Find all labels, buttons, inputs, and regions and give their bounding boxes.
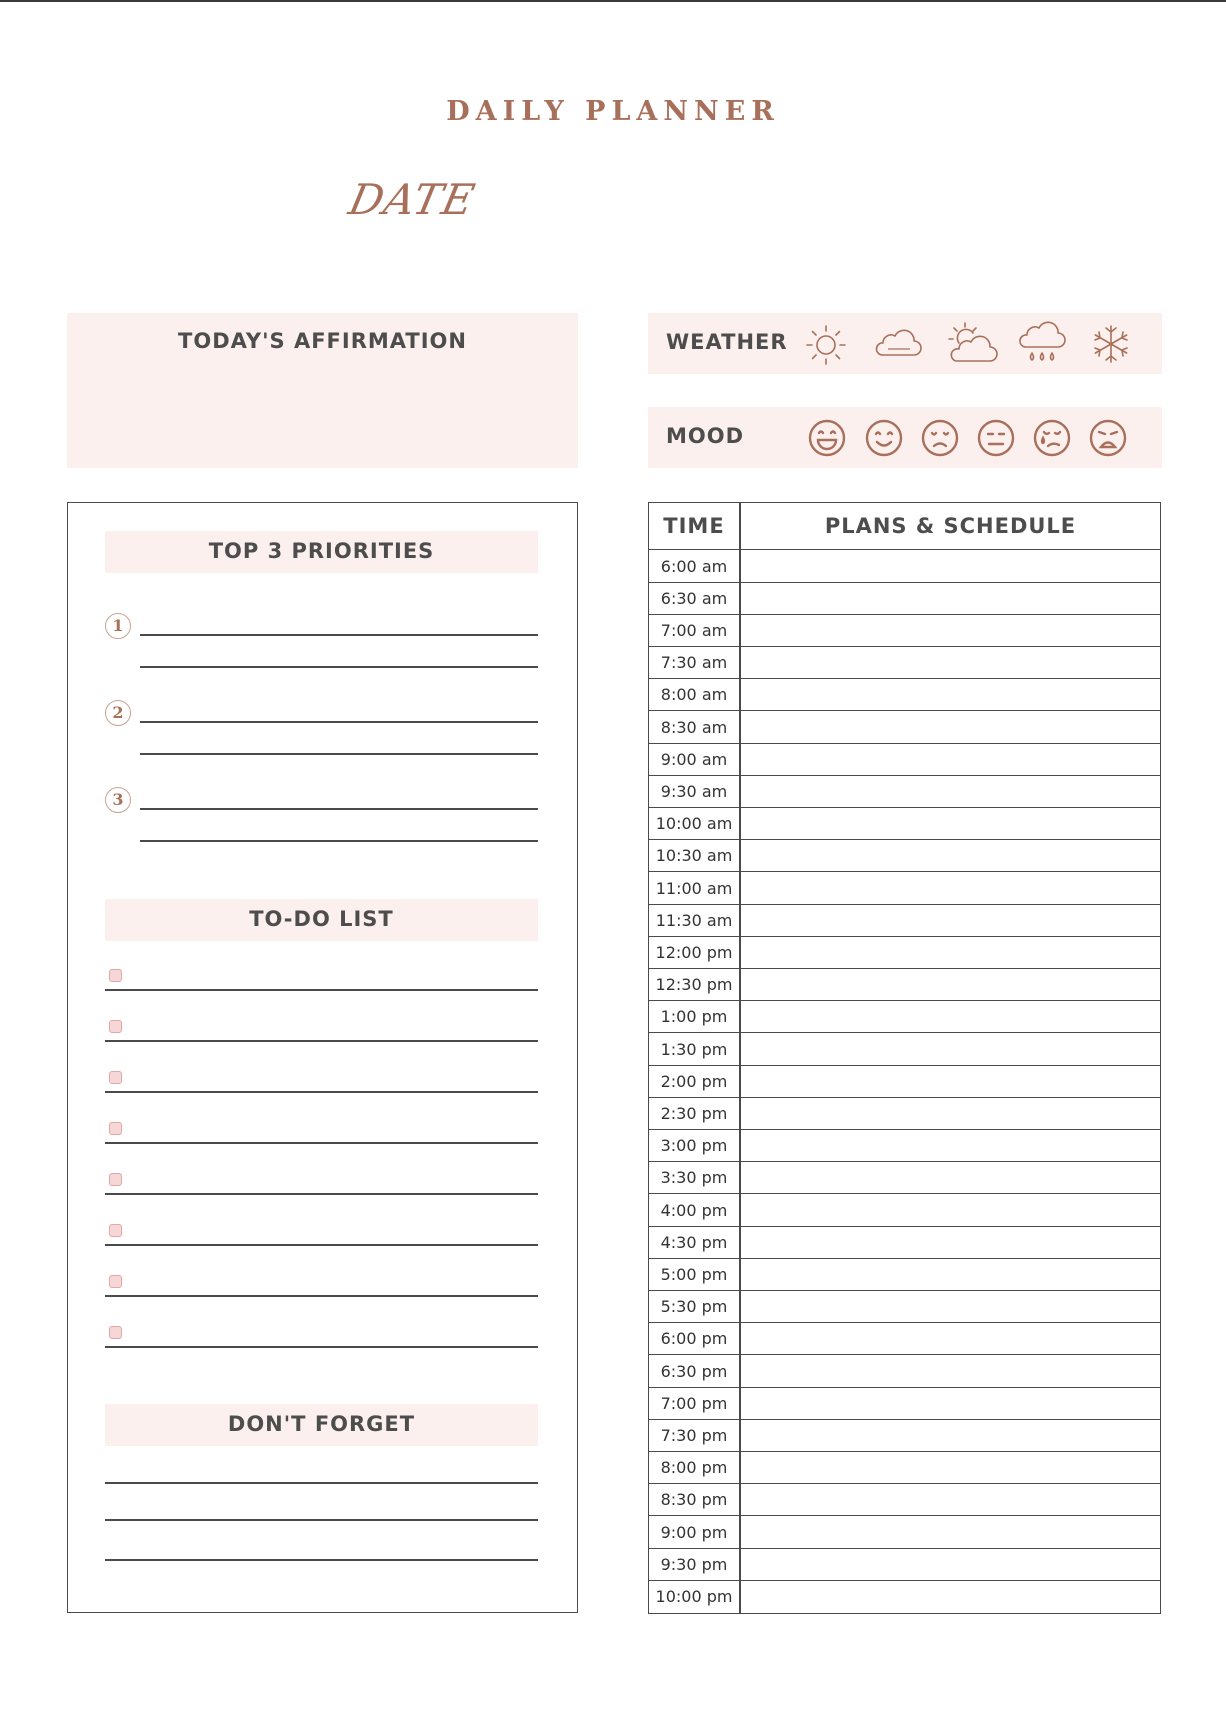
weather-box — [648, 313, 1162, 374]
schedule-row[interactable] — [649, 1066, 1160, 1098]
time-slot-label: 10:00 am — [655, 814, 733, 834]
time-slot-label: 8:30 am — [660, 717, 728, 737]
rain-icon[interactable] — [1018, 321, 1066, 369]
schedule-row[interactable] — [649, 1130, 1160, 1162]
time-slot-label: 6:00 pm — [660, 1329, 728, 1349]
upset-face-icon[interactable] — [1088, 418, 1128, 458]
date-label: DATE — [344, 175, 480, 224]
schedule-row[interactable] — [649, 1001, 1160, 1033]
time-slot-label: 9:00 pm — [660, 1522, 728, 1542]
priority-1-line-1[interactable] — [140, 634, 538, 636]
priority-1-line-2[interactable] — [140, 666, 538, 668]
time-heading: TIME — [663, 514, 725, 538]
mood-heading: MOOD — [666, 424, 745, 448]
schedule-row[interactable] — [649, 1033, 1160, 1065]
priority-2-line-1[interactable] — [140, 721, 538, 723]
todo-checkbox[interactable] — [109, 1275, 122, 1288]
dont-forget-line[interactable] — [105, 1559, 538, 1561]
priority-number-2: 2 — [105, 700, 131, 726]
time-slot-label: 9:30 am — [660, 781, 728, 801]
schedule-row[interactable] — [649, 1452, 1160, 1484]
schedule-header — [649, 503, 1160, 550]
schedule-row[interactable] — [649, 583, 1160, 615]
todo-line[interactable] — [105, 1091, 538, 1093]
time-slot-label: 12:00 pm — [655, 942, 733, 962]
plans-heading: PLANS & SCHEDULE — [824, 514, 1077, 538]
top-border — [0, 0, 1226, 2]
schedule-row[interactable] — [649, 744, 1160, 776]
todo-line[interactable] — [105, 1142, 538, 1144]
time-slot-label: 6:00 am — [660, 556, 728, 576]
schedule-row[interactable] — [649, 1194, 1160, 1226]
time-slot-label: 5:00 pm — [660, 1264, 728, 1284]
time-slot-label: 2:00 pm — [660, 1071, 728, 1091]
left-panel — [67, 502, 578, 1613]
sun-icon[interactable] — [804, 323, 848, 367]
schedule-row[interactable] — [649, 1098, 1160, 1130]
schedule-row[interactable] — [649, 711, 1160, 743]
time-slot-label: 10:00 pm — [655, 1586, 733, 1606]
time-slot-label: 11:30 am — [655, 910, 733, 930]
todo-line[interactable] — [105, 1244, 538, 1246]
priority-number-1: 1 — [105, 613, 131, 639]
schedule-row[interactable] — [649, 1420, 1160, 1452]
todo-line[interactable] — [105, 1346, 538, 1348]
affirmation-box[interactable] — [67, 313, 578, 468]
schedule-row[interactable] — [649, 808, 1160, 840]
todo-line[interactable] — [105, 989, 538, 991]
schedule-row[interactable] — [649, 1162, 1160, 1194]
todo-checkbox[interactable] — [109, 969, 122, 982]
mood-box — [648, 407, 1162, 468]
todo-checkbox[interactable] — [109, 1071, 122, 1084]
schedule-row[interactable] — [649, 1323, 1160, 1355]
todo-checkbox[interactable] — [109, 1122, 122, 1135]
todo-heading: TO-DO LIST — [249, 907, 394, 931]
schedule-table — [648, 502, 1161, 1614]
schedule-row[interactable] — [649, 1227, 1160, 1259]
neutral-face-icon[interactable] — [976, 418, 1016, 458]
smiling-face-icon[interactable] — [864, 418, 904, 458]
time-slot-label: 8:00 pm — [660, 1458, 728, 1478]
laughing-face-icon[interactable] — [807, 418, 847, 458]
time-slot-label: 10:30 am — [655, 846, 733, 866]
dont-forget-heading: DON'T FORGET — [227, 1412, 416, 1436]
sad-face-icon[interactable] — [920, 418, 960, 458]
todo-header — [105, 899, 538, 941]
time-slot-label: 1:30 pm — [660, 1039, 728, 1059]
time-slot-label: 9:00 am — [660, 749, 728, 769]
affirmation-heading: TODAY'S AFFIRMATION — [178, 329, 467, 353]
schedule-row[interactable] — [649, 840, 1160, 872]
time-slot-label: 5:30 pm — [660, 1297, 728, 1317]
priorities-heading: TOP 3 PRIORITIES — [208, 539, 435, 563]
time-slot-label: 6:30 pm — [660, 1361, 728, 1381]
schedule-row[interactable] — [649, 1291, 1160, 1323]
time-slot-label: 12:30 pm — [655, 975, 733, 995]
page-title: DAILY PLANNER — [446, 96, 780, 127]
schedule-row[interactable] — [649, 1516, 1160, 1548]
schedule-row[interactable] — [649, 905, 1160, 937]
priority-3-line-2[interactable] — [140, 840, 538, 842]
todo-checkbox[interactable] — [109, 1020, 122, 1033]
todo-checkbox[interactable] — [109, 1326, 122, 1339]
time-slot-label: 11:00 am — [655, 878, 733, 898]
schedule-row[interactable] — [649, 679, 1160, 711]
weather-heading: WEATHER — [666, 330, 788, 354]
schedule-row[interactable] — [649, 1484, 1160, 1516]
todo-line[interactable] — [105, 1295, 538, 1297]
priority-3-line-1[interactable] — [140, 808, 538, 810]
time-slot-label: 7:00 am — [660, 620, 728, 640]
todo-checkbox[interactable] — [109, 1173, 122, 1186]
schedule-row[interactable] — [649, 937, 1160, 969]
time-slot-label: 7:30 am — [660, 653, 728, 673]
todo-line[interactable] — [105, 1193, 538, 1195]
time-slot-label: 3:00 pm — [660, 1136, 728, 1156]
dont-forget-header — [105, 1404, 538, 1446]
time-slot-label: 1:00 pm — [660, 1007, 728, 1027]
schedule-row[interactable] — [649, 647, 1160, 679]
time-slot-label: 4:30 pm — [660, 1232, 728, 1252]
schedule-row[interactable] — [649, 776, 1160, 808]
schedule-row[interactable] — [649, 1355, 1160, 1387]
schedule-row[interactable] — [649, 615, 1160, 647]
priority-2-line-2[interactable] — [140, 753, 538, 755]
dont-forget-line[interactable] — [105, 1519, 538, 1521]
cloud-icon[interactable] — [874, 325, 922, 365]
time-slot-label: 7:30 pm — [660, 1425, 728, 1445]
todo-checkbox[interactable] — [109, 1224, 122, 1237]
time-slot-label: 7:00 pm — [660, 1393, 728, 1413]
schedule-row[interactable] — [649, 1259, 1160, 1291]
snowflake-icon[interactable] — [1090, 323, 1132, 365]
schedule-row[interactable] — [649, 551, 1160, 583]
time-slot-label: 4:00 pm — [660, 1200, 728, 1220]
schedule-row[interactable] — [649, 1581, 1160, 1613]
schedule-row[interactable] — [649, 1388, 1160, 1420]
priority-number-3: 3 — [105, 787, 131, 813]
time-slot-label: 8:00 am — [660, 685, 728, 705]
crying-face-icon[interactable] — [1032, 418, 1072, 458]
time-slot-label: 6:30 am — [660, 588, 728, 608]
todo-line[interactable] — [105, 1040, 538, 1042]
time-slot-label: 2:30 pm — [660, 1103, 728, 1123]
time-slot-label: 9:30 pm — [660, 1554, 728, 1574]
time-slot-label: 8:30 pm — [660, 1490, 728, 1510]
schedule-row[interactable] — [649, 969, 1160, 1001]
priorities-header — [105, 531, 538, 573]
schedule-row[interactable] — [649, 872, 1160, 904]
partly-cloudy-icon[interactable] — [946, 321, 998, 367]
time-slot-label: 3:30 pm — [660, 1168, 728, 1188]
schedule-row[interactable] — [649, 1549, 1160, 1581]
dont-forget-line[interactable] — [105, 1482, 538, 1484]
